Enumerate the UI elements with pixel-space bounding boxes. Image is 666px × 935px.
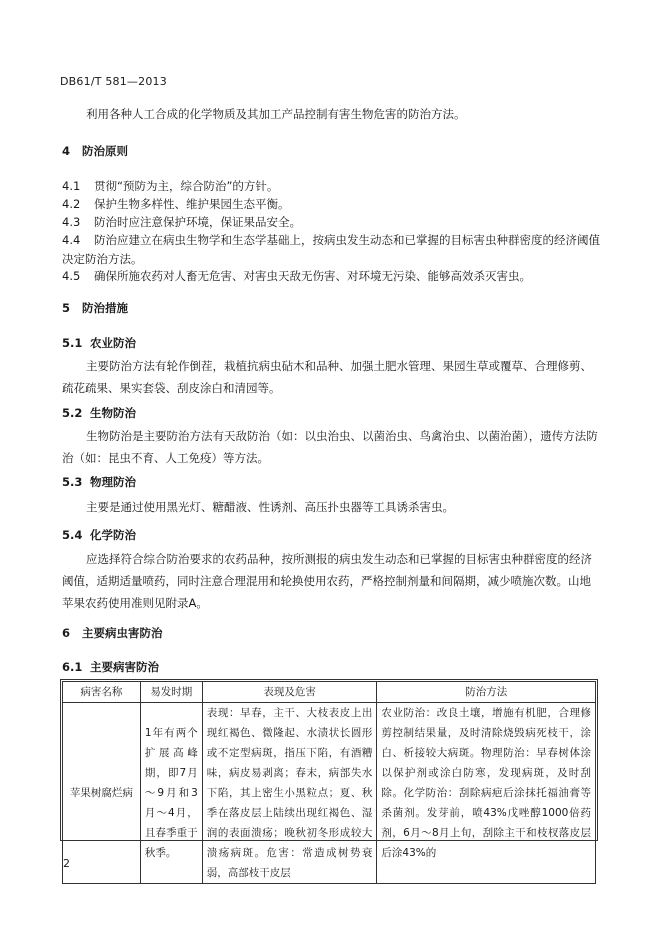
column-header: 表现及危害 [202,682,377,703]
list-item [62,195,602,214]
column-header: 防治方法 [377,682,596,703]
section-number: 4 [62,144,71,158]
item-number: 4.2 [62,197,81,211]
subsection-number: 6.1 [62,660,83,674]
item-number: 4.5 [62,269,81,283]
subsection-number: 5.1 [62,336,83,350]
section-6-heading [62,625,163,641]
column-header: 易发时期 [140,682,202,703]
section-title: 主要病虫害防治 [82,626,163,640]
subsection-number: 5.2 [62,406,83,420]
subsection-title: 主要病害防治 [90,660,159,674]
intro-paragraph: 利用各种人工合成的化学物质及其加工产品控制有害生物危害的防治方法。 [86,107,466,121]
page-number: 2 [63,857,70,870]
subsection-number: 5.4 [62,528,83,542]
section-4-heading [62,143,128,159]
subsection-5-3-heading [62,474,136,490]
disease-table [62,681,596,884]
item-text: 防治应建立在病虫生物学和生态学基础上，按病虫发生动态和已掌握的目标害虫种群密度的经济阈值决定防治方法。 [62,233,600,266]
item-text: 确保所施农药对人畜无危害、对害虫天敌无伤害、对环境无污染、能够高效杀灭害虫。 [94,269,531,283]
section-title: 防治措施 [82,301,128,315]
subsection-number: 5.3 [62,475,83,489]
paragraph-5-1: 主要防治方法有轮作倒茬，栽植抗病虫砧木和品种、加强土肥水管理、果园生草或覆草、合理修剪、疏花疏果、果实套袋、刮皮涂白和清园等。 [62,359,592,395]
section-number: 5 [62,301,71,315]
item-number: 4.4 [62,233,81,247]
section-title: 防治原则 [82,144,128,158]
section-number: 6 [62,626,71,640]
disease-name-cell: 苹果树腐烂病 [63,703,141,884]
subsection-title: 农业防治 [90,336,136,350]
subsection-title: 生物防治 [90,406,136,420]
item-text: 贯彻“预防为主，综合防治”的方针。 [94,179,279,193]
subsection-title: 物理防治 [90,475,136,489]
paragraph-5-2: 生物防治是主要防治方法有天敌防治（如：以虫治虫、以菌治虫、鸟禽治虫、以菌治菌），遗传方法防治（如：昆虫不育、人工免疫）等方法。 [62,429,598,465]
column-header: 病害名称 [63,682,141,703]
subsection-5-2-heading [62,405,136,421]
list-item [62,177,602,196]
table-header-row [63,682,596,703]
subsection-5-4-heading [62,527,136,543]
list-item [62,231,602,268]
paragraph-5-3: 主要是通过使用黑光灯、糖醋液、性诱剂、高压扑虫器等工具诱杀害虫。 [86,500,454,514]
subsection-6-1-heading [62,659,159,675]
item-text: 防治时应注意保护环境，保证果品安全。 [94,215,301,229]
table-row [63,703,596,884]
symptoms-cell: 表现：早春，主干、大枝表皮上出现红褐色、微隆起、水渍状长圆形或不定型病斑，指压下陷，有酒糟味，病皮易剥离；春末，病部失水下陷，其上密生小黑粒点；夏、秋季在落皮层上陆续出现红褐色、湿润的表面溃疡；晚秋初冬形成较大溃疡病斑。危害：常造成树势衰弱，高部枝干皮层 [202,703,377,884]
section-5-heading [62,300,128,316]
item-number: 4.1 [62,179,81,193]
item-number: 4.3 [62,215,81,229]
control-cell: 农业防治：改良土壤，增施有机肥，合理修剪控制结果量，及时清除烧毁病死枝干，涂白、析接较大病斑。物理防治：早春树体涂以保护剂或涂白防寒，发现病斑，及时刮除。化学防治：刮除病疤后涂抹托福油膏等杀菌剂。发芽前，喷43%戊唑醇1000倍药剂，6月～8月上旬，刮除主干和枝杈落皮层后涂43%的 [377,703,596,884]
list-item [62,267,602,286]
document-id: DB61/T 581—2013 [60,75,167,88]
subsection-title: 化学防治 [90,528,136,542]
period-cell: 1年有两个扩展高峰期，即7月～9月和3月～4月，且春季重于秋季。 [140,703,202,884]
subsection-5-1-heading [62,335,136,351]
list-item [62,213,602,232]
item-text: 保护生物多样性、维护果园生态平衡。 [94,197,290,211]
paragraph-5-4: 应选择符合综合防治要求的农药品种，按所测报的病虫发生动态和已掌握的目标害虫种群密度的经济阈值，适期适量喷药，同时注意合理混用和轮换使用农药，严格控制剂量和间隔期，减少喷施次数。山地苹果农药使用准则见附录A。 [62,552,592,610]
